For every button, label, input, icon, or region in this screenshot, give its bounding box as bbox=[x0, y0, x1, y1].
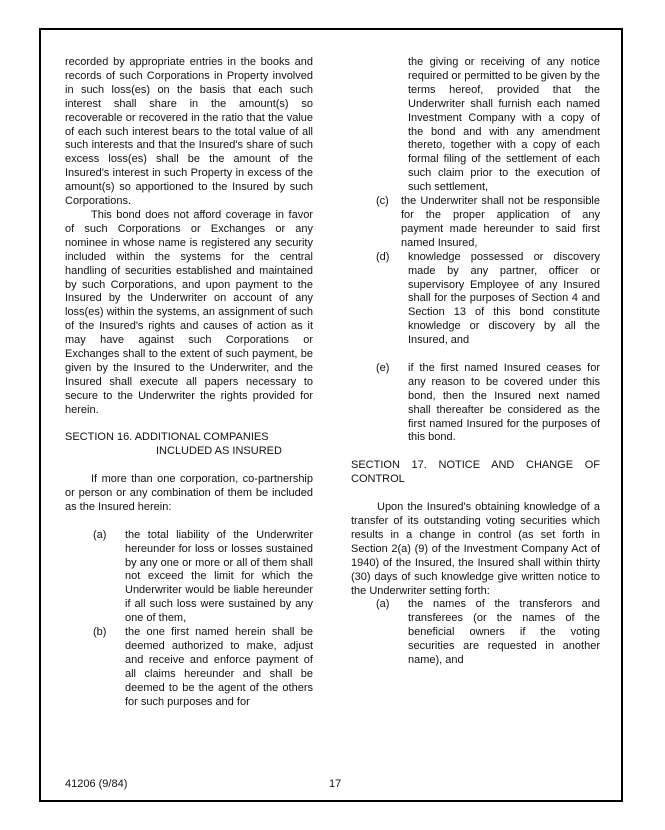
list-item-16c bbox=[351, 195, 600, 251]
item-label: (c) bbox=[376, 195, 389, 208]
left-column bbox=[65, 56, 313, 710]
list-item-17a bbox=[351, 598, 600, 668]
list-item-16e bbox=[351, 362, 600, 445]
item-label: (a) bbox=[376, 598, 390, 611]
item-text: if the first named Insured ceases for any reason to be covered under this bond, then the Insured next named shall thereafter be considered as the first named Insured for the purposes of this bond. bbox=[408, 361, 600, 444]
paragraph-corporations-apportionment: recorded by appropriate entries in the books and records of such Corporations in Property involved in such loss(es) on the basis that each such interest shall share in the amount(s) so recoverable or recovered in the ratio that the value of each such interest bears to the total value of all such interests and that the Insured's share of such excess loss(es) shall be the amount of the Insured's interest in such Property in excess of the amount(s) so apportioned to the Insured by such Corporations. bbox=[65, 56, 313, 208]
form-number: 41206 (9/84) bbox=[65, 778, 128, 790]
item-text: the names of the transferors and transferees (or the names of the beneficial owners if the voting securities are requested in another name), and bbox=[408, 598, 600, 667]
section-17-paragraph: Upon the Insured's obtaining knowledge of a transfer of its outstanding voting securities which results in a change in control (as set forth in Section 2(a) (9) of the Investment Company Act of 1940) of the Insured, the Insured shall within thirty (30) days of such knowledge give written notice to the Underwriter setting forth: bbox=[351, 501, 600, 597]
item-16b-continued: the giving or receiving of any notice required or permitted to be given by the terms hereof, provided that the Underwriter shall furnish each named Investment Company with a copy of the bond and with any amendment thereto, together with a copy of each formal filing of the settlement of each such claim prior to the execution of such settlement, bbox=[408, 56, 601, 194]
section-16-heading: SECTION 16. ADDITIONAL COMPANIES INCLUDED AS INSURED bbox=[65, 431, 282, 458]
item-text: the Underwriter shall not be responsible for the proper application of any payment made hereunder to said first named Insured, bbox=[401, 195, 600, 249]
item-label: (e) bbox=[376, 361, 390, 374]
section-17-heading: SECTION 17. NOTICE AND CHANGE OF CONTROL bbox=[351, 459, 600, 486]
list-item-16a bbox=[65, 529, 313, 626]
paragraph-coverage-exclusion: This bond does not afford coverage in favor of such Corporations or Exchanges or any nominee in whose name is registered any security included within the systems for the central handling of securities established and maintained by such Corporations, and upon payment to the Insured by the Underwriter on account of any loss(es) within the systems, an assignment of such of the Insured's rights and causes of action as it may have against such Corporations or Exchanges shall to the extent of such payment, be given by the Insured to the Underwriter, and the Insured shall execute all papers necessary to secure to the Underwriter the rights provided for herein. bbox=[65, 208, 313, 416]
page-number: 17 bbox=[329, 778, 342, 790]
item-text: the total liability of the Underwriter hereunder for loss or losses sustained by any one or more or all of them shall not exceed the limit for which the Underwriter would be liable hereunder if all such loss were sustained by any one of them, bbox=[125, 528, 313, 625]
right-column bbox=[351, 56, 600, 668]
list-item-16b bbox=[65, 626, 313, 709]
item-text: the one first named herein shall be deemed authorized to make, adjust and receive and enforce payment of all claims hereunder and shall be deemed to be the agent of the others for such purposes and for bbox=[125, 626, 313, 708]
item-label: (d) bbox=[376, 250, 390, 263]
list-item-16d bbox=[351, 251, 600, 348]
item-label: (b) bbox=[93, 626, 107, 639]
item-label: (a) bbox=[93, 528, 107, 541]
item-text: knowledge possessed or discovery made by any partner, officer or supervisory Employee of any Insured shall for the purposes of Section 4 and Section 13 of this bond constitute knowledge or discovery by all the Insured, and bbox=[408, 250, 600, 347]
section-16-intro: If more than one corporation, co-partnership or person or any combination of them be included as the Insured herein: bbox=[65, 473, 313, 513]
